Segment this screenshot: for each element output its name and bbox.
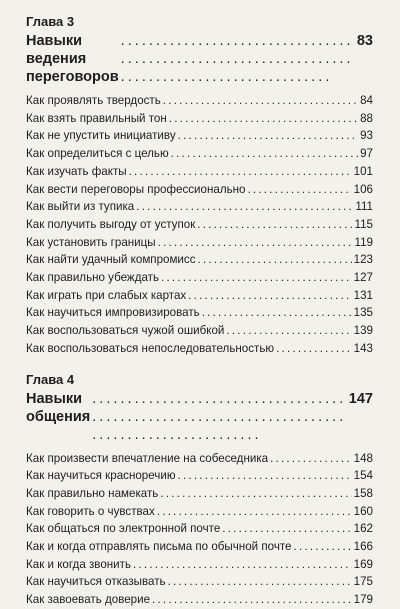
toc-entry bbox=[26, 538, 373, 556]
leader-dots bbox=[188, 287, 351, 305]
toc-entry bbox=[26, 269, 373, 287]
toc-entry-title: Как играть при слабых картах bbox=[26, 288, 187, 302]
toc-entry-page: 88 bbox=[360, 111, 373, 125]
toc-entry-page: 135 bbox=[353, 306, 373, 320]
leader-dots bbox=[226, 322, 351, 340]
leader-dots bbox=[157, 503, 352, 521]
toc-entry-title: Как завоевать доверие bbox=[26, 593, 151, 607]
toc-entry bbox=[26, 467, 373, 485]
toc-entry bbox=[26, 556, 373, 574]
toc-entry-page: 169 bbox=[353, 557, 373, 571]
leader-dots bbox=[158, 234, 353, 252]
leader-dots bbox=[171, 145, 358, 163]
leader-dots bbox=[92, 390, 347, 444]
chapter-4-title-text: Навыки общения bbox=[26, 390, 91, 425]
toc-entry-page: 93 bbox=[360, 129, 373, 143]
toc-entry-title: Как и когда звонить bbox=[26, 557, 132, 571]
toc-entry-title: Как не упустить инициативу bbox=[26, 129, 176, 143]
toc-entry-page: 111 bbox=[355, 200, 373, 214]
chapter-4-label: Глава 4 bbox=[26, 371, 75, 387]
leader-dots bbox=[152, 591, 352, 609]
toc-entry bbox=[26, 520, 373, 538]
leader-dots bbox=[136, 198, 353, 216]
toc-entry bbox=[26, 485, 373, 503]
toc-entry-title: Как правильно намекать bbox=[26, 486, 159, 500]
toc-entry-title: Как научиться импровизировать bbox=[26, 306, 200, 320]
toc-entry-page: 179 bbox=[353, 593, 373, 607]
chapter-3-title-text: Навыки ведения переговоров bbox=[26, 33, 119, 85]
leader-dots bbox=[247, 181, 351, 199]
chapter-3-entries bbox=[26, 92, 373, 358]
leader-dots bbox=[163, 92, 358, 110]
leader-dots bbox=[129, 163, 352, 181]
toc-entry bbox=[26, 287, 373, 305]
toc-entry-page: 97 bbox=[360, 147, 373, 161]
toc-entry-page: 131 bbox=[353, 288, 373, 302]
leader-dots bbox=[276, 340, 352, 358]
toc-entry-title: Как вести переговоры профессионально bbox=[26, 182, 246, 196]
toc-entry-page: 106 bbox=[353, 182, 373, 196]
toc-entry bbox=[26, 92, 373, 110]
leader-dots bbox=[222, 520, 351, 538]
toc-entry-title: Как научиться отказывать bbox=[26, 575, 166, 589]
toc-entry bbox=[26, 340, 373, 358]
toc-entry bbox=[26, 573, 373, 591]
leader-dots bbox=[160, 485, 351, 503]
leader-dots bbox=[168, 573, 352, 591]
toc-entry-title: Как установить границы bbox=[26, 235, 156, 249]
leader-dots bbox=[198, 251, 352, 269]
leader-dots bbox=[121, 32, 355, 86]
toc-entry bbox=[26, 503, 373, 521]
toc-entry bbox=[26, 322, 373, 340]
toc-entry-page: 158 bbox=[353, 486, 373, 500]
leader-dots bbox=[294, 538, 352, 556]
toc-entry-title: Как произвести впечатление на собеседника bbox=[26, 451, 269, 465]
toc-entry-title: Как изучать факты bbox=[26, 164, 127, 178]
toc-entry-title: Как и когда отправлять письма по обычной почте bbox=[26, 540, 292, 554]
toc-entry-page: 127 bbox=[353, 271, 373, 285]
toc-entry-title: Как говорить о чувствах bbox=[26, 504, 155, 518]
toc-entry bbox=[26, 251, 373, 269]
toc-entry bbox=[26, 304, 373, 322]
chapter-3-label: Глава 3 bbox=[26, 14, 75, 29]
toc-entry bbox=[26, 450, 373, 468]
toc-entry-page: 154 bbox=[353, 469, 373, 483]
toc-entry-title: Как воспользоваться непоследовательностью bbox=[26, 341, 275, 355]
toc-entry-page: 148 bbox=[353, 451, 373, 465]
toc-entry-page: 101 bbox=[353, 164, 373, 178]
toc-entry bbox=[26, 198, 373, 216]
toc-entry-title: Как найти удачный компромисс bbox=[26, 253, 196, 267]
toc-entry-title: Как определиться с целью bbox=[26, 147, 169, 161]
table-of-contents bbox=[26, 14, 373, 609]
leader-dots bbox=[169, 110, 358, 128]
toc-entry-page: 119 bbox=[354, 235, 373, 249]
toc-entry-page: 84 bbox=[360, 94, 373, 107]
leader-dots bbox=[270, 450, 352, 468]
toc-entry bbox=[26, 181, 373, 199]
toc-entry-title: Как проявлять твердость bbox=[26, 94, 161, 107]
toc-entry-page: 160 bbox=[353, 504, 373, 518]
toc-entry-title: Как научиться красноречию bbox=[26, 469, 176, 483]
chapter-3-title bbox=[26, 32, 373, 86]
leader-dots bbox=[133, 556, 352, 574]
leader-dots bbox=[197, 216, 352, 234]
toc-entry bbox=[26, 110, 373, 128]
toc-entry bbox=[26, 127, 373, 145]
toc-entry-title: Как правильно убеждать bbox=[26, 271, 159, 285]
toc-entry-page: 162 bbox=[353, 522, 373, 536]
leader-dots bbox=[161, 269, 352, 287]
toc-entry-page: 143 bbox=[353, 341, 373, 355]
toc-entry bbox=[26, 216, 373, 234]
leader-dots bbox=[178, 467, 352, 485]
leader-dots bbox=[202, 304, 352, 322]
toc-entry-title: Как получить выгоду от уступок bbox=[26, 217, 196, 231]
toc-entry-page: 139 bbox=[353, 324, 373, 338]
toc-entry-page: 123 bbox=[353, 253, 373, 267]
toc-entry bbox=[26, 145, 373, 163]
toc-entry bbox=[26, 163, 373, 181]
toc-entry-title: Как взять правильный тон bbox=[26, 111, 167, 125]
chapter-3-page: 83 bbox=[356, 33, 373, 49]
toc-entry-page: 115 bbox=[354, 217, 373, 231]
leader-dots bbox=[178, 127, 358, 145]
chapter-4-entries bbox=[26, 450, 373, 609]
chapter-4-page: 147 bbox=[348, 390, 373, 407]
toc-entry-page: 166 bbox=[353, 540, 373, 554]
toc-entry-title: Как выйти из тупика bbox=[26, 200, 135, 214]
chapter-4-title bbox=[26, 390, 373, 444]
toc-entry bbox=[26, 234, 373, 252]
toc-entry-title: Как воспользоваться чужой ошибкой bbox=[26, 324, 225, 338]
toc-entry bbox=[26, 591, 373, 609]
toc-entry-title: Как общаться по электронной почте bbox=[26, 522, 221, 536]
toc-entry-page: 175 bbox=[353, 575, 373, 589]
